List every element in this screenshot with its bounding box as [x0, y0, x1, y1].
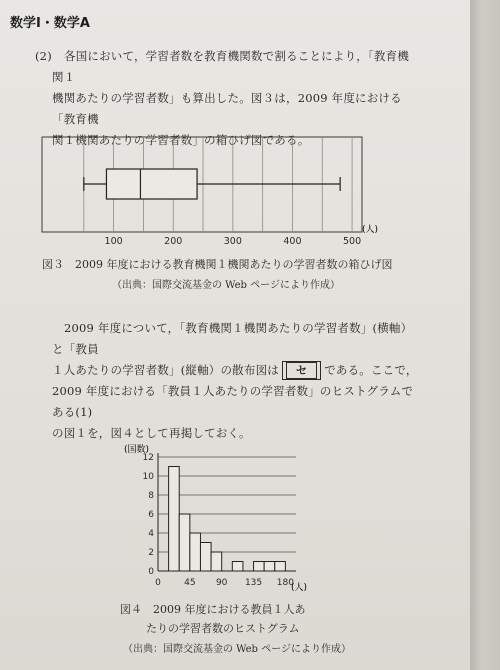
histogram-bar — [190, 533, 201, 571]
question-number: (2) — [35, 49, 52, 63]
histogram-x-tick: 0 — [155, 578, 161, 588]
paragraph-2-line-3: 2009 年度における「教員１人あたりの学習者数」のヒストグラムである(1) — [52, 384, 414, 419]
paragraph-2-line-4: の図１を，図４として再掲しておく。 — [52, 426, 251, 440]
histogram-y-tick: 2 — [148, 548, 154, 558]
figure-3-caption: 図３ 2009 年度における教育機関１機関あたりの学習者数の箱ひげ図 — [42, 258, 393, 271]
boxplot-tick-label: 300 — [223, 236, 242, 247]
histogram-x-tick: 90 — [215, 578, 228, 588]
histogram-y-tick: 6 — [148, 510, 154, 520]
paragraph-1-line-1: 各国において，学習者数を教育機関数で割ることにより，「教育機関１ — [52, 49, 410, 84]
histogram-bars — [169, 467, 286, 572]
boxplot-unit-label: (人) — [362, 225, 379, 235]
histogram-y-tick: 4 — [148, 529, 154, 539]
histogram-ylabel: (国数) — [124, 445, 150, 455]
paragraph-2-line-2: １人あたりの学習者数」(縦軸）の散布図は セ である。ここで， — [52, 360, 422, 381]
histogram-bar — [232, 562, 243, 572]
figure-3-source: （出典：国際交流基金の Web ページにより作成） — [112, 280, 340, 291]
histogram-y-tick: 10 — [142, 472, 154, 482]
histogram-bar — [169, 467, 180, 572]
page-edge — [470, 0, 500, 670]
boxplot-tick-label: 500 — [343, 236, 362, 247]
answer-box[interactable]: セ — [282, 361, 321, 380]
boxplot-tick-label: 400 — [283, 236, 302, 247]
histogram-x-tick: 135 — [244, 578, 263, 588]
section-header: 数学Ⅰ・数学A — [10, 16, 90, 31]
paragraph-2-line-1: 2009 年度について，「教育機関１機関あたりの学習者数」(横軸）と「教員 — [52, 321, 413, 356]
histogram-bar — [211, 552, 222, 571]
paragraph-1-line-3: 関１機関あたりの学習者数」の箱ひげ図である。 — [52, 133, 310, 147]
histogram-bar — [200, 543, 211, 572]
histogram-bar — [254, 562, 265, 572]
histogram-bar — [264, 562, 275, 572]
histogram-xlabel: (人) — [291, 583, 308, 593]
histogram-bar — [275, 562, 286, 572]
histogram-y-tick: 8 — [148, 491, 154, 501]
histogram-bar — [179, 514, 190, 571]
histogram-y-tick: 0 — [148, 567, 154, 577]
histogram-x-tick: 180 — [276, 578, 294, 588]
paragraph-1-line-2: 機関あたりの学習者数」も算出した。図３は，2009 年度における「教育機 — [52, 91, 402, 126]
histogram-y-tick: 12 — [142, 453, 154, 463]
figure-4-source: （出典：国際交流基金の Web ページにより作成） — [123, 644, 351, 655]
boxplot-tick-label: 200 — [164, 236, 183, 247]
histogram-x-tick: 45 — [184, 578, 196, 588]
figure-4-caption: 図４ 2009 年度における教員１人あ たりの学習者数のヒストグラム — [120, 603, 306, 635]
boxplot-tick-label: 100 — [104, 236, 123, 247]
